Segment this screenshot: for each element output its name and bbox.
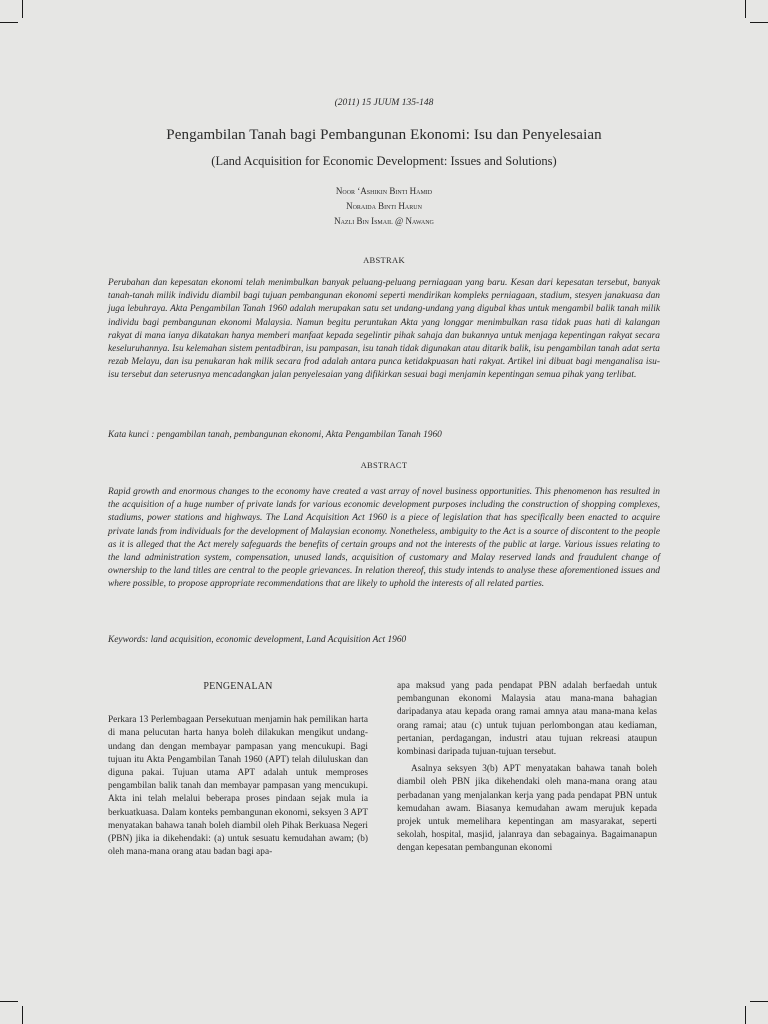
author-name: Noraida Binti Harun: [346, 201, 422, 211]
crop-mark: [745, 0, 746, 18]
crop-mark: [750, 1001, 768, 1002]
crop-mark: [0, 22, 18, 23]
paper-title-english: (Land Acquisition for Economic Development: Issues and Solutions): [211, 154, 557, 168]
section-heading: PENGENALAN: [203, 681, 273, 692]
abstrak-heading: ABSTRAK: [363, 255, 405, 265]
abstrak-keywords: Kata kunci : pengambilan tanah, pembangunan ekonomi, Akta Pengambilan Tanah 1960: [108, 430, 442, 440]
crop-mark: [22, 1006, 23, 1024]
crop-mark: [750, 22, 768, 23]
crop-mark: [745, 1006, 746, 1024]
body-paragraph: apa maksud yang pada pendapat PBN adalah berfaedah untuk pembangunan ekonomi Malaysia atau mana-mana bahagian daripadanya atau kepada orang ramai amnya atau mana-mana kelas orang ramai; atau (c) untuk tujuan perlombongan atau kediaman, pertanian, perdagangan, industri atau tujuan rekreasi ataupun kombinasi daripada tujuan-tujuan tersebut.: [397, 681, 657, 758]
author-name: Noor ‘Ashikin Binti Hamid: [335, 186, 433, 196]
paper-title: Pengambilan Tanah bagi Pembangunan Ekonomi: Isu dan Penyelesaian: [166, 127, 602, 143]
abstract-heading: ABSTRACT: [360, 460, 408, 470]
body-column-right: [397, 680, 657, 860]
crop-mark: [22, 0, 23, 18]
body-paragraph: Asalnya seksyen 3(b) APT menyatakan bahawa tanah boleh diambil oleh PBN jika dikehendaki oleh mana-mana orang atau perbadanan yang menjalankan kerja yang pada pendapat PBN untuk kemudahan awam. Biasanya kemudahan awam merujuk kepada projek untuk memelihara kepentingan am masyarakat, seperti sekolah, hospital, masjid, jalanraya dan sebagainya. Bagaimanapun dengan kepesatan pembangunan ekonomi: [397, 764, 657, 854]
body-column-left: [108, 680, 368, 863]
author-list: [0, 184, 768, 229]
abstrak-body: Perubahan dan kepesatan ekonomi telah menimbulkan banyak peluang-peluang perniagaan yang baru. Kesan dari kepesatan tersebut, banyak tanah-tanah milik individu diambil bagi tujuan pembangunan ekonomi seperti mendirikan kompleks perniagaan, stadium, stesyen janakuasa dan juga lebuhraya. Akta Pengambilan Tanah 1960 adalah merupakan satu set undang-undang yang digubal khas untuk mengambil balik tanah milik individu bagi pembangunan ekonomi Malaysia. Namun begitu peruntukan Akta yang longgar menimbulkan rasa tidak puas hati di kalangan rakyat di mana ianya dikatakan hanya memberi manfaat kepada segelintir pihak sahaja dan bukannya untuk menjaga kepentingan rakyat secara keseluruhannya. Isu kelemahan sistem pentadbiran, isu pampasan, isu tanah tidak digunakan atau ditarik balik, isu pengambilan tanah adat serta rezab Melayu, dan isu penukaran hak milik secara frod adalah antara punca ketidakpuasan hati rakyat. Artikel ini dibuat bagi menganalisa isu-isu tersebut dan seterusnya mencadangkan jalan penyelesaian yang difikirkan sesuai bagi menjamin kepentingan semua pihak yang terlibat.: [108, 278, 660, 381]
author-name: Nazli Bin Ismail @ Nawang: [334, 216, 434, 226]
crop-mark: [0, 1001, 18, 1002]
abstract-keywords: Keywords: land acquisition, economic development, Land Acquisition Act 1960: [108, 635, 407, 645]
journal-citation: (2011) 15 JUUM 135-148: [334, 98, 434, 108]
abstract-body: Rapid growth and enormous changes to the economy have created a vast array of novel business opportunities. This phenomenon has resulted in the acquisition of a huge number of private lands for various economic development purposes including the construction of shopping complexes, stadiums, power stations and highways. The Land Acquisition Act 1960 is a piece of legislation that has specifically been enacted to acquire private lands from individuals for the development of Malaysian economy. Nonetheless, ambiguity to the Act is a source of discontent to the people as it is alleged that the Act merely safeguards the benefits of certain groups and not the interests of the public at large. Various issues relating to the land administration system, compensation, unused lands, acquisition of customary and Malay reserved lands and fraudulent change of ownership to the land titles are central to the people grievances. In relation thereof, this study intends to analyse these aforementioned issues and where possible, to propose appropriate recommendations that are likely to uphold the interests of all related parties.: [108, 487, 660, 590]
body-paragraph: Perkara 13 Perlembagaan Persekutuan menjamin hak pemilikan harta di mana pelucutan harta hanya boleh dilakukan mengikut undang-undang dan dengan membayar pampasan yang mencukupi. Bagi tujuan itu Akta Pengambilan Tanah 1960 (APT) telah diluluskan dan diguna pakai. Tujuan utama APT adalah untuk memproses pengambilan balik tanah dan membayar pampasan yang mencukupi. Akta ini telah melalui beberapa proses pindaan sejak mula ia berkuatkuasa. Dalam konteks pembangunan ekonomi, seksyen 3 APT menyatakan bahawa tanah boleh diambil oleh Pihak Berkuasa Negeri (PBN) jika ia dikehendaki: (a) untuk sesuatu kemudahan awam; (b) oleh mana-mana orang atau badan bagi apa-: [108, 715, 368, 858]
